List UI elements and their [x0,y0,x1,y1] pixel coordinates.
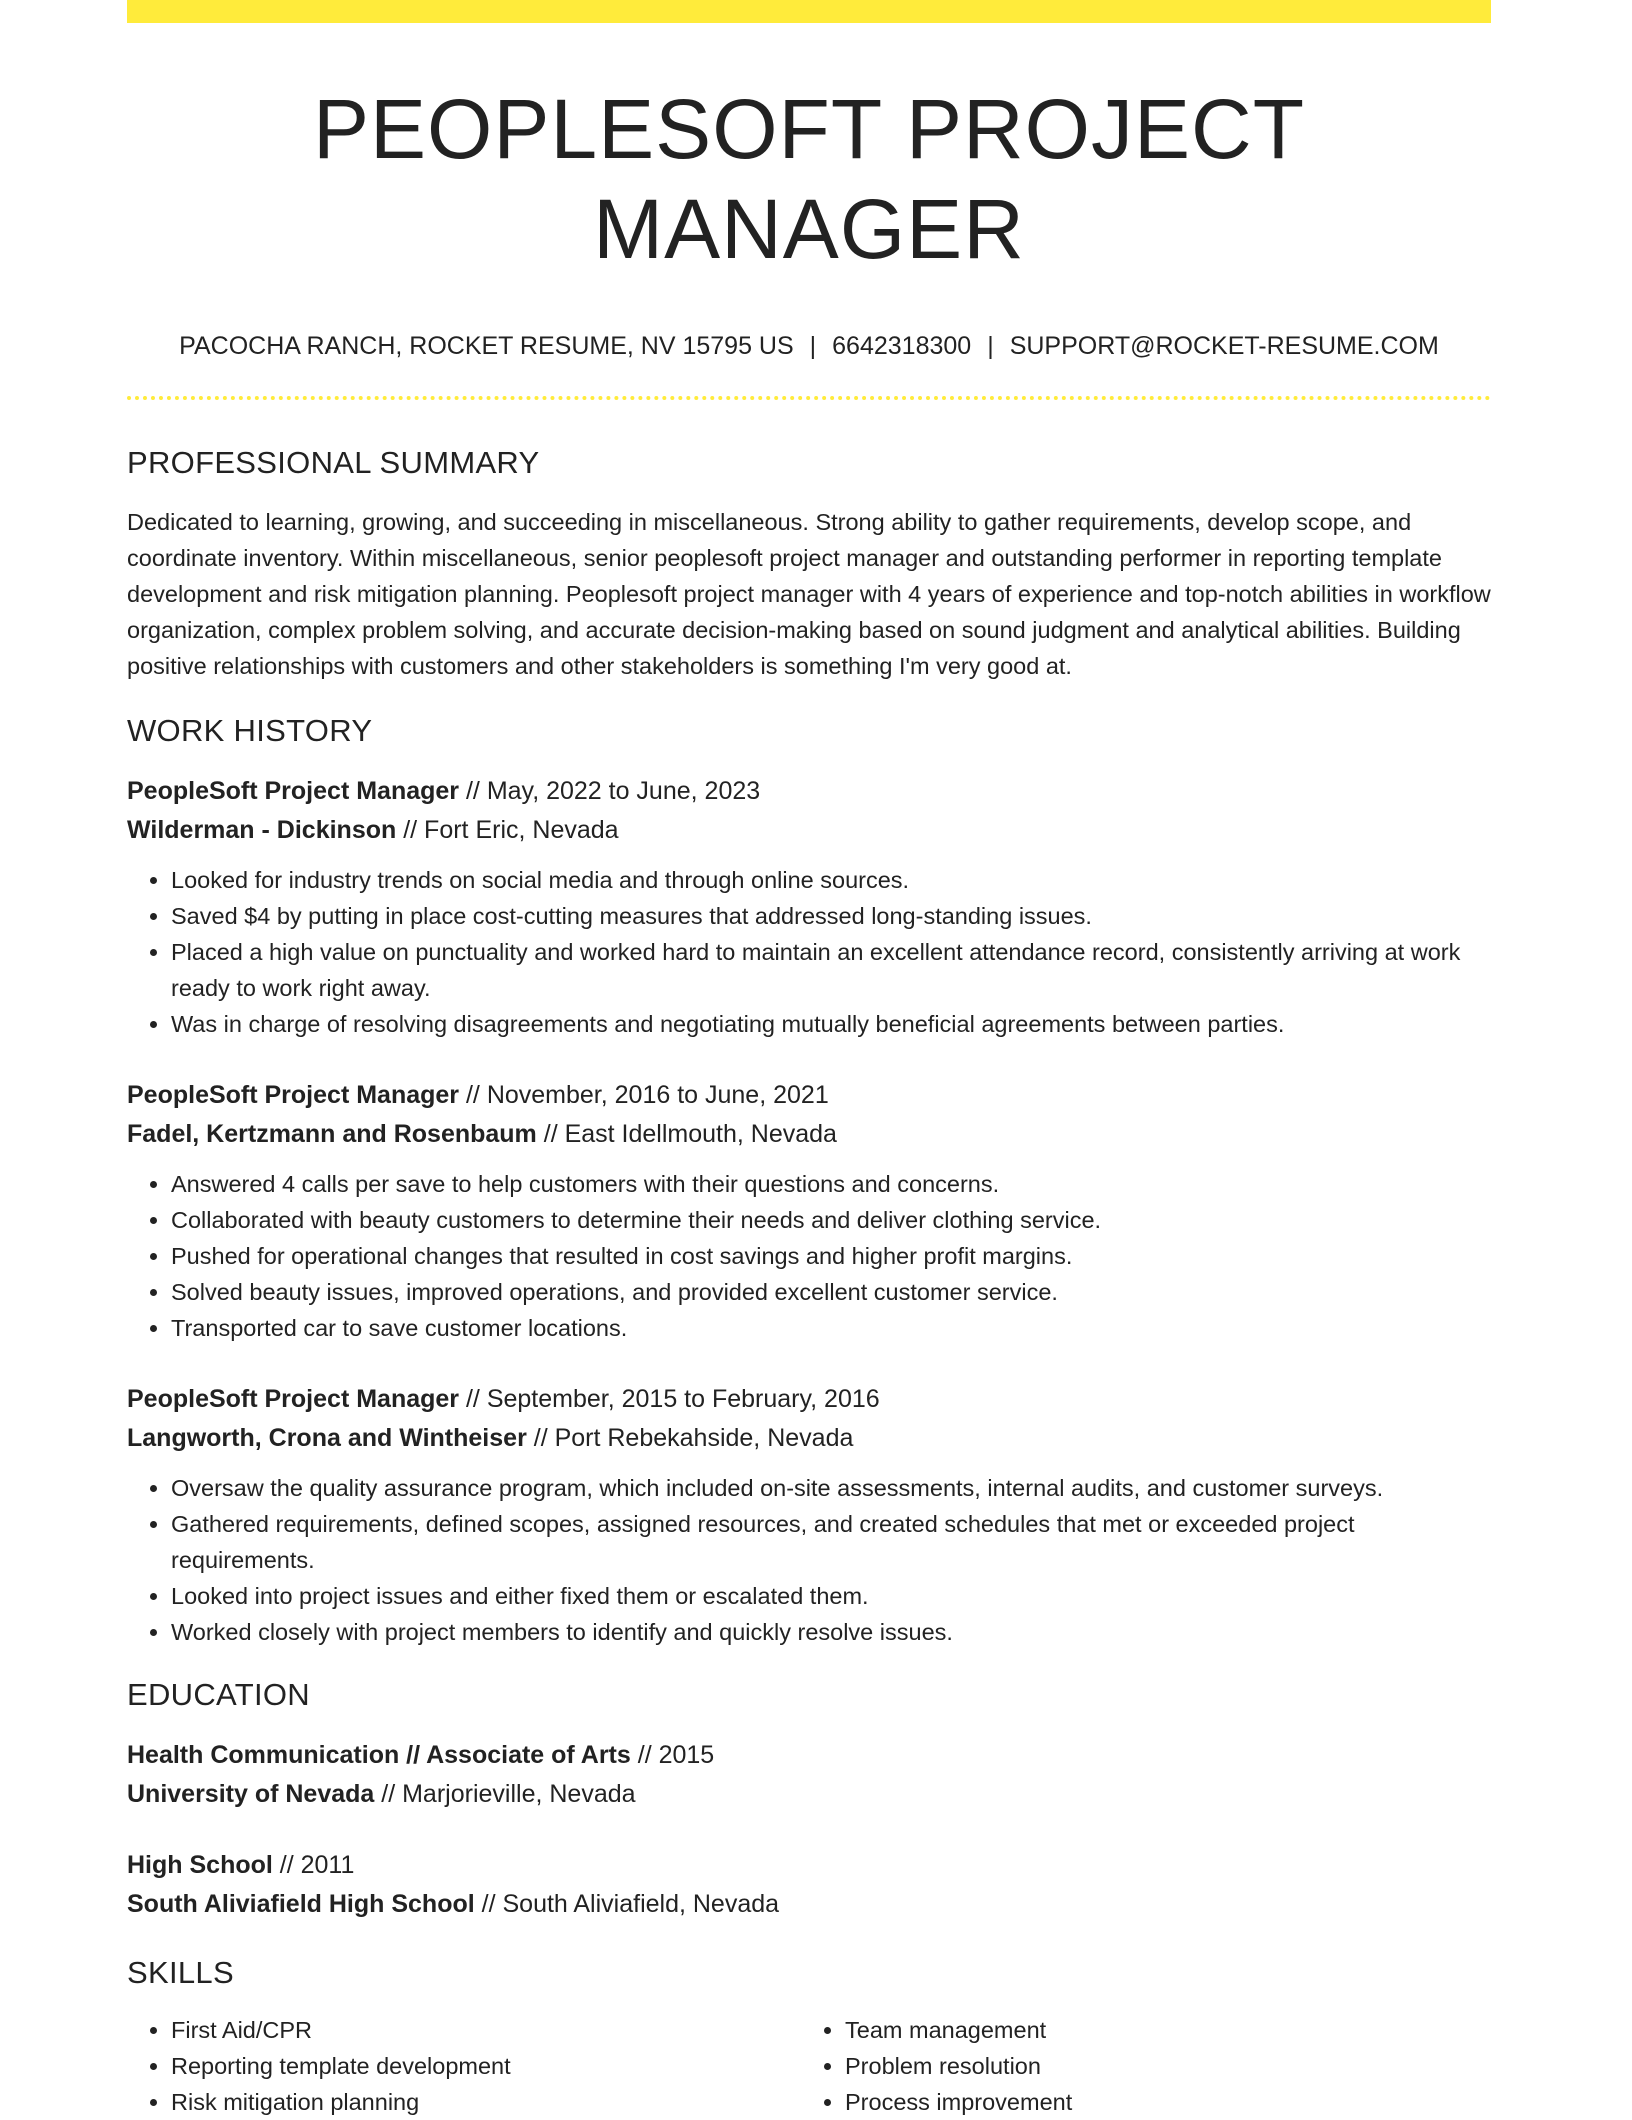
job-company-line [127,1115,1491,1154]
education-school-line [127,1885,1491,1924]
top-accent-bar [127,0,1491,23]
contact-separator: | [809,332,817,360]
header-divider [127,396,1491,400]
education-school: South Aliviafield High School [127,1890,475,1918]
list-item: • Saved $4 by putting in place cost-cutting measures that addressed long-standing issues. [171,898,1491,934]
skills-left-list [127,2012,801,2120]
education-entry [127,1736,1491,1814]
job-bullets [127,862,1491,1042]
list-item: • Solved beauty issues, improved operations, and provided excellent customer service. [171,1274,1491,1310]
job-entry [127,1380,1491,1650]
contact-phone: 6642318300 [832,332,972,360]
job-role: PeopleSoft Project Manager [127,777,460,805]
list-item: • Was in charge of resolving disagreements and negotiating mutually beneficial agreements between parties. [171,1006,1491,1042]
job-title-line [127,1380,1491,1419]
contact-separator: | [987,332,994,360]
job-location: // Port Rebekahside, Nevada [526,1424,854,1452]
education-degree: Health Communication // Associate of Arts [127,1741,631,1769]
list-item: • Gathered requirements, defined scopes, assigned resources, and created schedules that met or exceeded project requirements. [171,1506,1491,1578]
job-title-line [127,1076,1491,1115]
job-location: // East Idellmouth, Nevada [536,1120,837,1148]
list-item: • Reporting template development [171,2048,801,2084]
job-company-line [127,1419,1491,1458]
skills-heading: SKILLS [127,1955,234,1990]
list-item: • First Aid/CPR [171,2012,801,2048]
education-degree-line [127,1736,1491,1775]
skills-right-list [801,2012,1475,2120]
job-company: Wilderman - Dickinson [127,816,397,844]
job-role: PeopleSoft Project Manager [127,1385,460,1413]
resume-name: PEOPLESOFT PROJECT MANAGER [313,82,1305,276]
list-item: • Oversaw the quality assurance program, which included on-site assessments, internal audits, and customer surveys. [171,1470,1491,1506]
list-item: • Problem resolution [845,2048,1475,2084]
job-dates: // November, 2016 to June, 2021 [459,1081,829,1109]
list-item: • Answered 4 calls per save to help customers with their questions and concerns. [171,1166,1491,1202]
job-role: PeopleSoft Project Manager [127,1081,460,1109]
education-school: University of Nevada [127,1780,375,1808]
job-bullets [127,1470,1491,1650]
list-item: • Collaborated with beauty customers to determine their needs and deliver clothing service. [171,1202,1491,1238]
education-school-line [127,1775,1491,1814]
list-item: • Placed a high value on punctuality and worked hard to maintain an excellent attendance record, consistently arriving at work ready to work right away. [171,934,1491,1006]
education-location: // South Aliviafield, Nevada [474,1890,780,1918]
job-location: // Fort Eric, Nevada [396,816,619,844]
list-item: • Pushed for operational changes that resulted in cost savings and higher profit margins. [171,1238,1491,1274]
job-company: Langworth, Crona and Wintheiser [127,1424,527,1452]
work-history-heading: WORK HISTORY [127,713,373,748]
job-company: Fadel, Kertzmann and Rosenbaum [127,1120,537,1148]
list-item: • Looked for industry trends on social media and through online sources. [171,862,1491,898]
job-bullets [127,1166,1491,1346]
list-item: • Risk mitigation planning [171,2084,801,2120]
education-year: // 2011 [272,1851,355,1879]
summary-heading: PROFESSIONAL SUMMARY [127,445,540,480]
education-degree-line [127,1846,1491,1885]
job-dates: // September, 2015 to February, 2016 [459,1385,880,1413]
list-item: • Process improvement [845,2084,1475,2120]
contact-email: SUPPORT@ROCKET-RESUME.COM [1009,332,1439,360]
contact-address: PACOCHA RANCH, ROCKET RESUME, NV 15795 US [179,332,794,360]
job-entry [127,1076,1491,1346]
education-degree: High School [127,1851,273,1879]
job-dates: // May, 2022 to June, 2023 [459,777,761,805]
summary-text: Dedicated to learning, growing, and succeeding in miscellaneous. Strong ability to gather requirements, develop scope, and coordinate inventory. Within miscellaneous, senior peoplesoft project manager and outstanding performer in reporting template development and risk mitigation planning. Peoplesoft project manager with 4 years of experience and top-notch abilities in workflow organization, complex problem solving, and accurate decision-making based on sound judgment and analytical abilities. Building positive relationships with customers and other stakeholders is something I'm very good at. [127,509,1491,679]
list-item: • Looked into project issues and either fixed them or escalated them. [171,1578,1491,1614]
skills-columns [127,2012,1491,2120]
job-title-line [127,772,1491,811]
education-year: // 2015 [630,1741,715,1769]
list-item: • Transported car to save customer locations. [171,1310,1491,1346]
education-entry [127,1846,1491,1924]
list-item: • Team management [845,2012,1475,2048]
job-company-line [127,811,1491,850]
list-item: • Worked closely with project members to identify and quickly resolve issues. [171,1614,1491,1650]
education-location: // Marjorieville, Nevada [374,1780,636,1808]
education-heading: EDUCATION [127,1677,310,1712]
resume-page [127,0,1491,2120]
contact-line [127,331,1491,361]
job-entry [127,772,1491,1042]
